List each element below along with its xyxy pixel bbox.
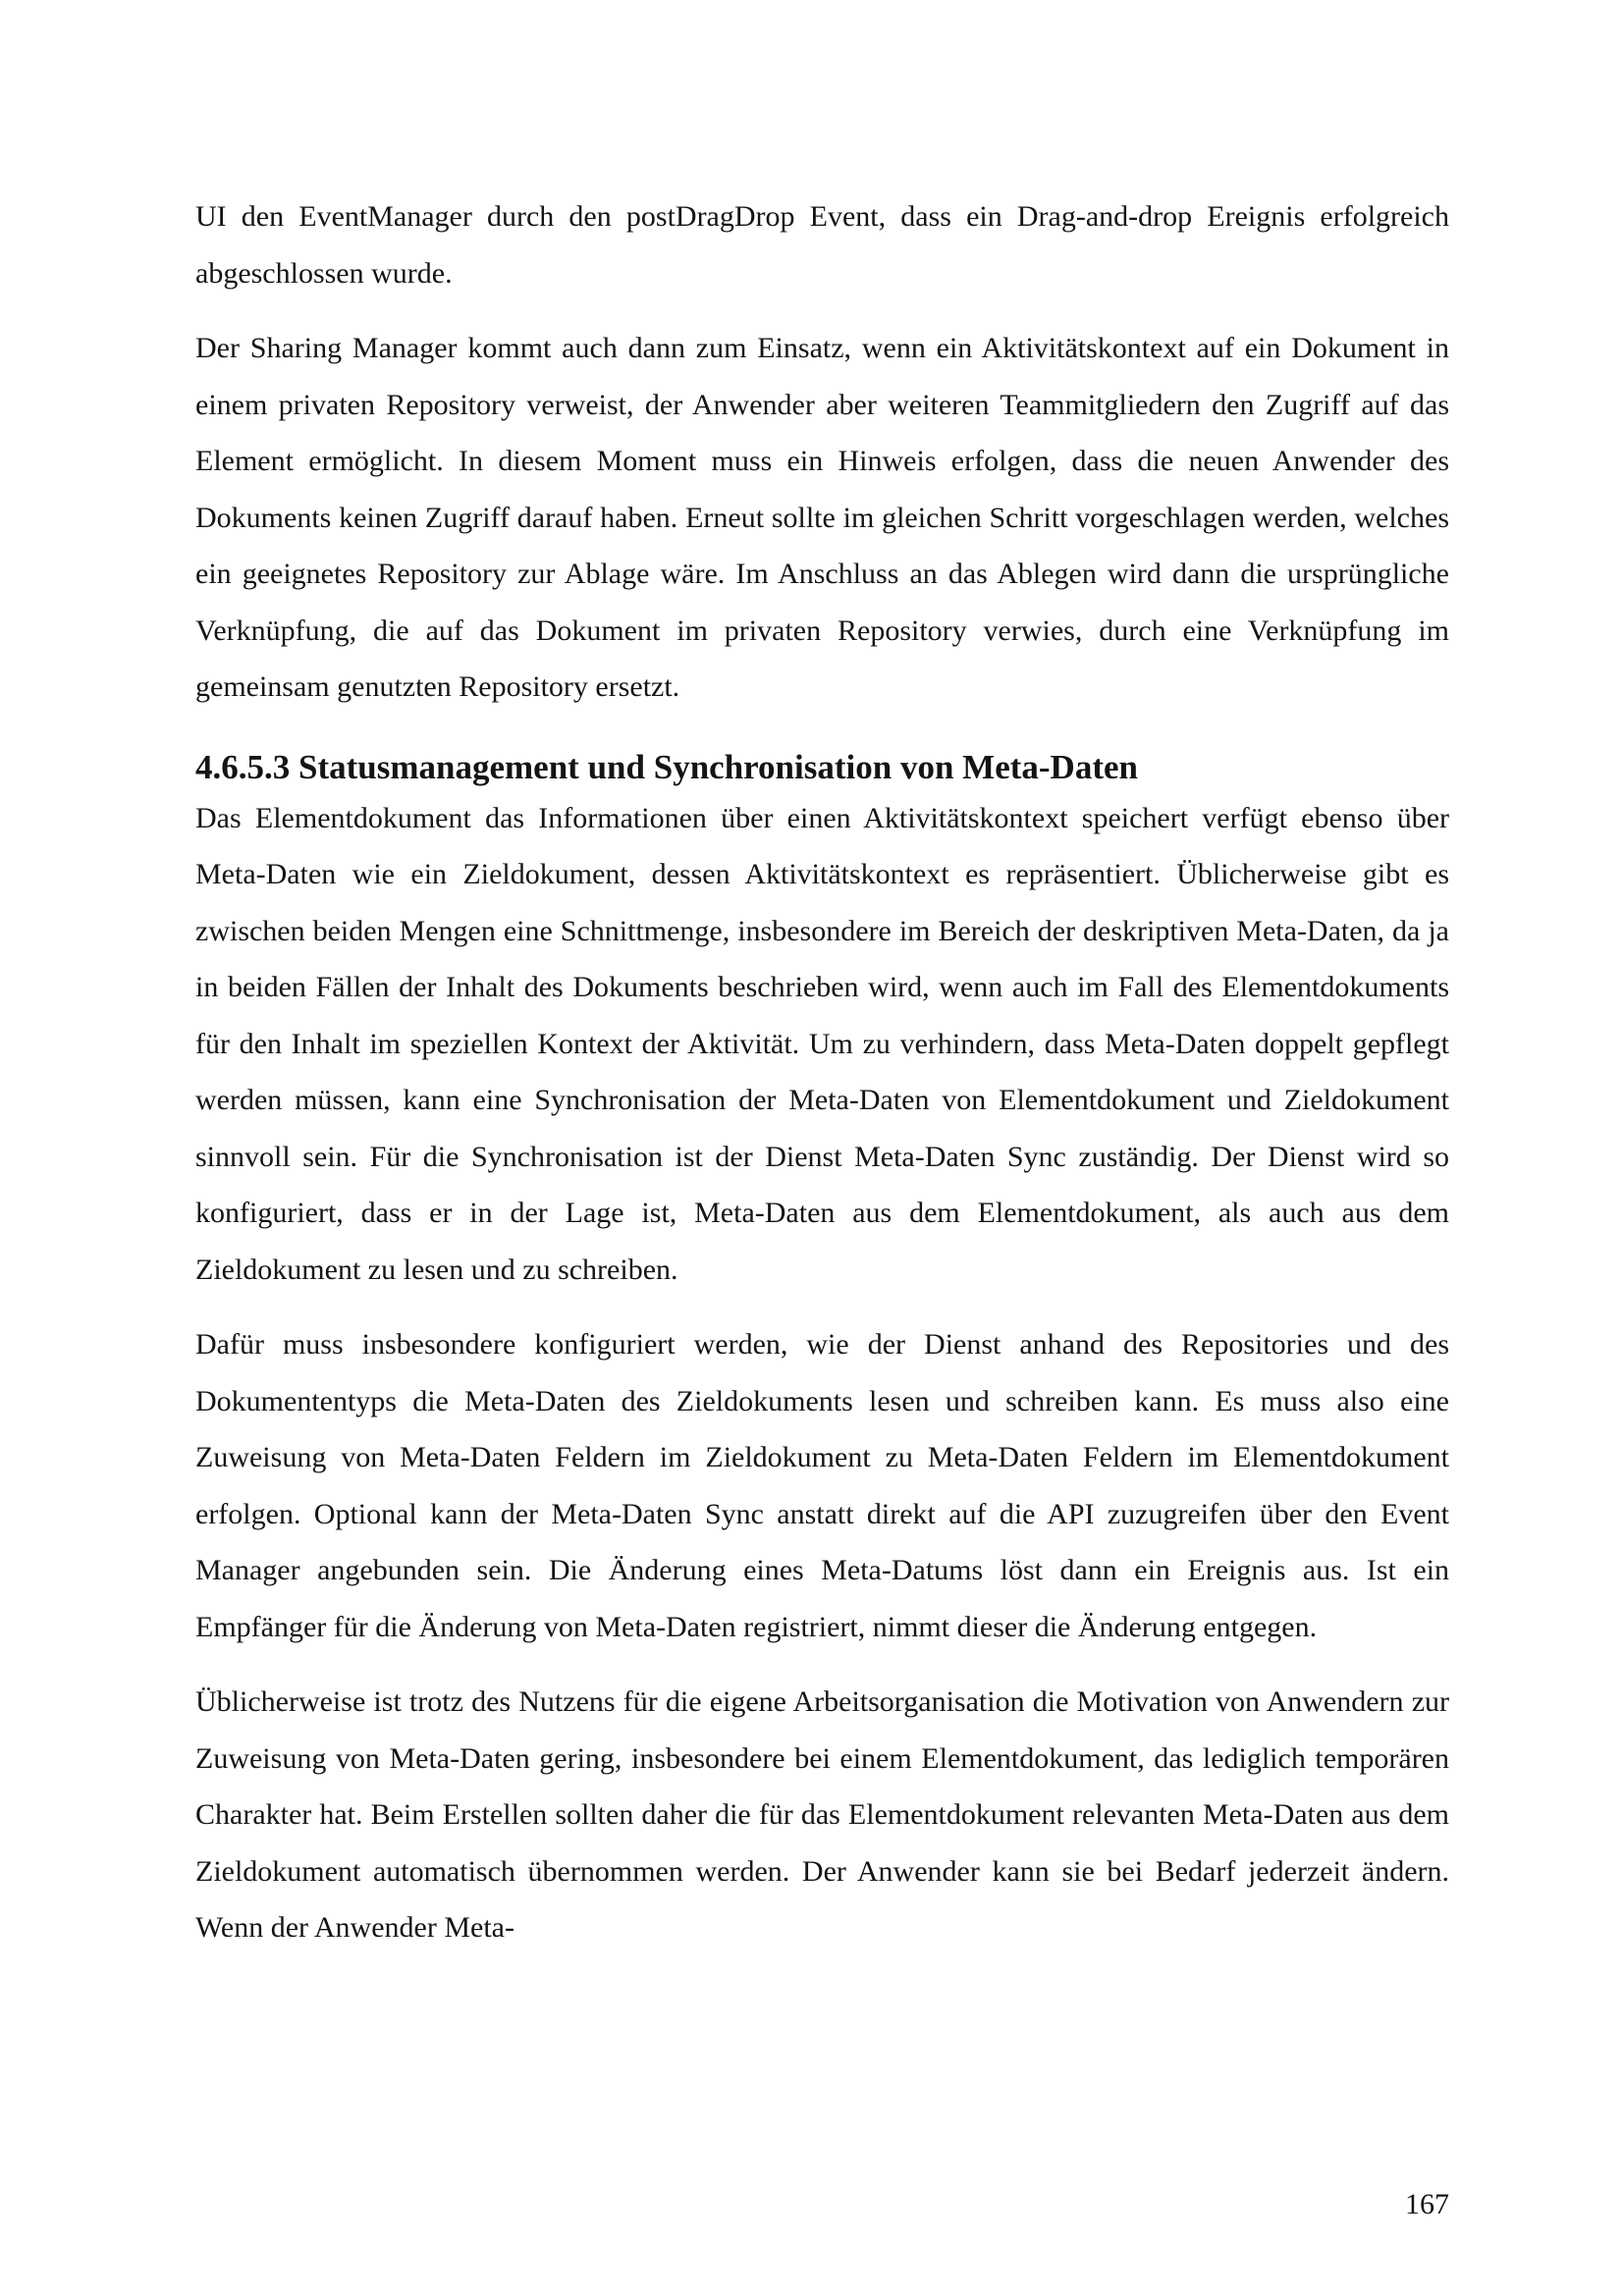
section-heading: 4.6.5.3 Statusmanagement und Synchronisation von Meta-Daten <box>195 747 1138 786</box>
paragraph-elementdokument: Das Elementdokument das Informationen über einen Aktivitätskontext speichert verfügt ebenso über Meta-Daten wie ein Zieldokument, dessen Aktivitätskontext es repräsentiert. Üblicherweise gibt es zwischen beiden Mengen eine Schnittmenge, insbesondere im Bereich der deskriptiven Meta-Daten, da ja in beiden Fällen der Inhalt des Dokuments beschrieben wird, wenn auch im Fall des Elementdokuments für den Inhalt im speziellen Kontext der Aktivität. Um zu verhindern, dass Meta-Daten doppelt gepflegt werden müssen, kann eine Synchronisation der Meta-Daten von Elementdokument und Zieldokument sinnvoll sein. Für die Synchronisation ist der Dienst Meta-Daten Sync zuständig. Der Dienst wird so konfiguriert, dass er in der Lage ist, Meta-Daten aus dem Elementdokument, als auch aus dem Zieldokument zu lesen und zu schreiben. <box>195 801 1449 1286</box>
paragraph-sharing-manager: Der Sharing Manager kommt auch dann zum Einsatz, wenn ein Aktivitätskontext auf ein Dokument in einem privaten Repository verweist, der Anwender aber weiteren Teammitgliedern den Zugriff auf das Element ermöglicht. In diesem Moment muss ein Hinweis erfolgen, dass die neuen Anwender des Dokuments keinen Zugriff darauf haben. Erneut sollte im gleichen Schritt vorgeschlagen werden, welches ein geeignetes Repository zur Ablage wäre. Im Anschluss an das Ablegen wird dann die ursprüngliche Verknüpfung, die auf das Dokument im privaten Repository verwies, durch eine Verknüpfung im gemeinsam genutzten Repository ersetzt. <box>195 332 1449 703</box>
paragraph-konfiguration: Dafür muss insbesondere konfiguriert werden, wie der Dienst anhand des Repositories und des Dokumententyps die Meta-Daten des Zieldokuments lesen und schreiben kann. Es muss also eine Zuweisung von Meta-Daten Feldern im Zieldokument zu Meta-Daten Feldern im Elementdokument erfolgen. Optional kann der Meta-Daten Sync anstatt direkt auf die API zuzugreifen über den Event Manager angebunden sein. Die Änderung eines Meta-Datums löst dann ein Ereignis aus. Ist ein Empfänger für die Änderung von Meta-Daten registriert, nimmt dieser die Änderung entgegen. <box>195 1328 1449 1643</box>
paragraph-drag-drop: UI den EventManager durch den postDragDrop Event, dass ein Drag-and-drop Ereignis erfolgreich abgeschlossen wurde. <box>195 200 1449 290</box>
page-body <box>195 188 1449 1956</box>
page-number: 167 <box>1405 2188 1449 2220</box>
paragraph-motivation: Üblicherweise ist trotz des Nutzens für die eigene Arbeitsorganisation die Motivation von Anwendern zur Zuweisung von Meta-Daten gering, insbesondere bei einem Elementdokument, das lediglich temporären Charakter hat. Beim Erstellen sollten daher die für das Elementdokument relevanten Meta-Daten aus dem Zieldokument automatisch übernommen werden. Der Anwender kann sie bei Bedarf jederzeit ändern. Wenn der Anwender Meta- <box>195 1685 1449 1944</box>
